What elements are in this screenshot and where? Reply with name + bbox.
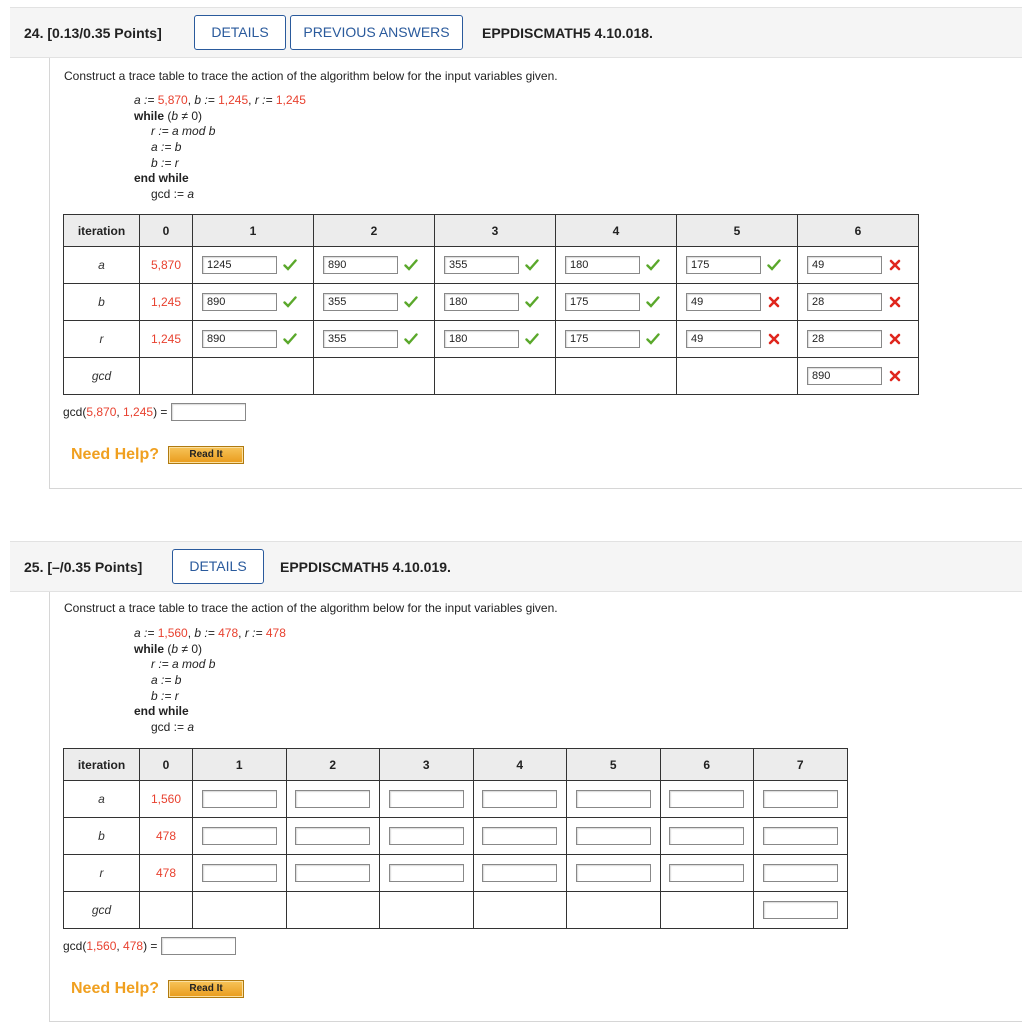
q25-r-iter-5-input[interactable]	[576, 864, 651, 882]
check-icon	[404, 332, 418, 346]
q25-cell	[286, 892, 380, 929]
q25-r-iter-3-input[interactable]	[389, 864, 464, 882]
algo-sep: ,	[187, 93, 192, 107]
q25-code: EPPDISCMATH5 4.10.019.	[280, 559, 451, 575]
need-help-label: Need Help?	[71, 980, 160, 997]
cross-icon	[767, 332, 781, 346]
q24-r-iter-6-input[interactable]	[807, 330, 882, 348]
algo-step2-rhs: b	[174, 673, 182, 688]
q24-header-5: 4	[556, 215, 677, 247]
algo-a-assign: a :=	[134, 93, 155, 107]
q25-r-iter-2-input[interactable]	[295, 864, 370, 882]
q24-cell-wrap	[193, 330, 313, 348]
q25-row-b	[64, 818, 848, 855]
q24-gcd-answer-line	[63, 403, 246, 421]
q25-cell	[754, 855, 848, 892]
q25-cell	[380, 818, 474, 855]
q24-b-iter-4-input[interactable]	[565, 293, 640, 311]
algo-r-assign: r :=	[244, 626, 263, 640]
q24-cell	[193, 284, 314, 321]
q25-initial-value: 1,560	[140, 781, 193, 818]
q25-cell-wrap	[474, 827, 567, 845]
algo-step1-lhs: r :=	[151, 657, 169, 672]
q24-code: EPPDISCMATH5 4.10.018.	[482, 25, 653, 41]
q24-details-button[interactable]: DETAILS	[194, 15, 286, 50]
q24-header-2: 1	[193, 215, 314, 247]
q25-b-iter-5-input[interactable]	[576, 827, 651, 845]
q24-cell	[314, 247, 435, 284]
q25-a-iter-2-input[interactable]	[295, 790, 370, 808]
q24-need-help	[71, 446, 244, 464]
q24-cell-wrap	[798, 330, 918, 348]
q25-b-iter-3-input[interactable]	[389, 827, 464, 845]
q24-cell-wrap	[798, 256, 918, 274]
q25-gcd-b: 478	[123, 939, 144, 953]
q24-cell	[677, 284, 798, 321]
q24-row-b	[64, 284, 919, 321]
q25-cell	[754, 818, 848, 855]
algo-end-while: end while	[134, 704, 189, 719]
q25-initial-value	[140, 892, 193, 929]
q25-row-label: a	[64, 781, 140, 818]
q25-a-iter-3-input[interactable]	[389, 790, 464, 808]
q24-header-4: 3	[435, 215, 556, 247]
q25-cell	[380, 855, 474, 892]
q25-b-iter-1-input[interactable]	[202, 827, 277, 845]
check-icon	[646, 295, 660, 309]
q24-row-r	[64, 321, 919, 358]
algo-b-assign: b :=	[194, 93, 215, 107]
q25-cell-wrap	[754, 790, 847, 808]
q25-gcd-iter-7-input[interactable]	[763, 901, 838, 919]
q25-cell	[567, 818, 661, 855]
q25-b-iter-2-input[interactable]	[295, 827, 370, 845]
q25-header	[10, 541, 1022, 592]
q24-cell	[677, 247, 798, 284]
algo-cond-op: ≠	[181, 108, 188, 123]
q24-b-iter-6-input[interactable]	[807, 293, 882, 311]
q25-algorithm	[134, 626, 286, 736]
q24-algorithm	[134, 93, 306, 203]
algo-while: while	[134, 641, 165, 656]
q24-header-3: 2	[314, 215, 435, 247]
q24-cell-wrap	[314, 330, 434, 348]
q24-a-iter-6-input[interactable]	[807, 256, 882, 274]
q25-number	[24, 559, 142, 575]
q25-cell-wrap	[567, 790, 660, 808]
q25-initial-value: 478	[140, 855, 193, 892]
q24-trace-table	[63, 214, 919, 395]
algo-cond-val: 0)	[191, 641, 202, 656]
algo-final-rhs: a	[187, 187, 195, 202]
gcd-suffix: ) =	[153, 405, 168, 419]
q25-cell	[473, 818, 567, 855]
q24-read-it-button[interactable]: Read It	[168, 446, 244, 464]
algo-step1-rhs: a mod b	[172, 124, 216, 139]
q25-prompt: Construct a trace table to trace the action of the algorithm below for the input variables given.	[64, 601, 558, 615]
cross-icon	[888, 369, 902, 383]
algo-step3-rhs: r	[174, 688, 179, 703]
q24-initial-value	[140, 358, 193, 395]
q24-prompt: Construct a trace table to trace the action of the algorithm below for the input variables given.	[64, 69, 558, 83]
cross-icon	[767, 295, 781, 309]
need-help-label: Need Help?	[71, 446, 160, 463]
q25-cell	[473, 781, 567, 818]
q25-points: [–/0.35 Points]	[47, 559, 143, 575]
q25-cell-wrap	[474, 864, 567, 882]
q24-row-gcd	[64, 358, 919, 395]
q25-read-it-button[interactable]: Read It	[168, 980, 244, 998]
q25-cell-wrap	[661, 864, 754, 882]
q25-body	[49, 592, 1022, 1022]
q24-cell-wrap	[798, 293, 918, 311]
q24-r-iter-3-input[interactable]	[444, 330, 519, 348]
q24-cell	[193, 358, 314, 395]
q25-cell-wrap	[380, 790, 473, 808]
q25-header-1: 0	[140, 749, 193, 781]
q24-header-1: 0	[140, 215, 193, 247]
q25-a-iter-6-input[interactable]	[669, 790, 744, 808]
check-icon	[283, 332, 297, 346]
q24-init-a: 5,870	[157, 93, 188, 107]
q24-cell	[798, 321, 919, 358]
check-icon	[525, 295, 539, 309]
q25-cell	[567, 892, 661, 929]
q24-cell-wrap	[314, 256, 434, 274]
q24-cell-wrap	[435, 256, 555, 274]
q25-cell-wrap	[380, 827, 473, 845]
q24-cell	[314, 284, 435, 321]
q24-init-b: 1,245	[218, 93, 249, 107]
q24-header-0: iteration	[64, 215, 140, 247]
q24-b-iter-1-input[interactable]	[202, 293, 277, 311]
q25-cell	[567, 781, 661, 818]
q24-cell	[798, 284, 919, 321]
q24-row-label: a	[64, 247, 140, 284]
cross-icon	[888, 295, 902, 309]
check-icon	[404, 295, 418, 309]
q25-header-3: 2	[286, 749, 380, 781]
q24-b-iter-5-input[interactable]	[686, 293, 761, 311]
cross-icon	[888, 332, 902, 346]
q24-number-text: 24.	[24, 25, 44, 41]
q25-need-help	[71, 980, 244, 998]
q25-cell-wrap	[567, 827, 660, 845]
check-icon	[646, 332, 660, 346]
q25-number-text: 25.	[24, 559, 44, 575]
q25-cell	[473, 855, 567, 892]
q25-header-0: iteration	[64, 749, 140, 781]
q25-row-a	[64, 781, 848, 818]
q24-gcd-a: 5,870	[86, 405, 117, 419]
q24-cell-wrap	[677, 293, 797, 311]
check-icon	[525, 258, 539, 272]
q25-b-iter-7-input[interactable]	[763, 827, 838, 845]
algo-sep: ,	[187, 626, 192, 640]
q25-cell-wrap	[754, 901, 847, 919]
q25-cell-wrap	[287, 790, 380, 808]
q25-cell	[193, 818, 287, 855]
algo-sep: ,	[248, 93, 252, 107]
q25-cell	[754, 892, 848, 929]
q24-a-iter-4-input[interactable]	[565, 256, 640, 274]
q24-cell	[314, 321, 435, 358]
check-icon	[283, 295, 297, 309]
q24-b-iter-2-input[interactable]	[323, 293, 398, 311]
q24-cell-wrap	[435, 330, 555, 348]
q25-row-r	[64, 855, 848, 892]
q24-r-iter-1-input[interactable]	[202, 330, 277, 348]
gcd-prefix: gcd(	[63, 405, 87, 419]
q24-initial-value: 1,245	[140, 321, 193, 358]
q25-trace-table	[63, 748, 848, 929]
q25-cell-wrap	[380, 864, 473, 882]
algo-step3-lhs: b :=	[151, 155, 172, 170]
q24-cell	[193, 247, 314, 284]
q25-gcd-answer-line	[63, 937, 236, 955]
q25-header-7: 6	[660, 749, 754, 781]
q24-row-label: b	[64, 284, 140, 321]
q25-a-iter-5-input[interactable]	[576, 790, 651, 808]
q24-row-label: gcd	[64, 358, 140, 395]
q25-row-label: b	[64, 818, 140, 855]
q25-cell	[380, 781, 474, 818]
algo-final-rhs: a	[187, 720, 195, 735]
q25-cell	[380, 892, 474, 929]
q24-cell-wrap	[556, 256, 676, 274]
q25-init-b: 478	[218, 626, 239, 640]
q25-cell	[660, 818, 754, 855]
check-icon	[404, 258, 418, 272]
q24-cell-wrap	[314, 293, 434, 311]
q25-initial-value: 478	[140, 818, 193, 855]
algo-step2-lhs: a :=	[151, 140, 172, 155]
q25-details-button[interactable]: DETAILS	[172, 549, 264, 584]
q24-r-iter-2-input[interactable]	[323, 330, 398, 348]
q25-cell	[193, 892, 287, 929]
q25-cell	[286, 781, 380, 818]
q24-previous-answers-button[interactable]: PREVIOUS ANSWERS	[290, 15, 463, 50]
q24-cell	[677, 321, 798, 358]
q25-b-iter-6-input[interactable]	[669, 827, 744, 845]
q24-cell	[556, 321, 677, 358]
algo-final-lhs: gcd :=	[151, 187, 185, 202]
q24-gcd-b: 1,245	[123, 405, 154, 419]
q25-cell-wrap	[567, 864, 660, 882]
q25-cell	[660, 855, 754, 892]
q24-a-iter-2-input[interactable]	[323, 256, 398, 274]
q24-row-a	[64, 247, 919, 284]
q25-cell	[567, 855, 661, 892]
q24-cell	[193, 321, 314, 358]
check-icon	[767, 258, 781, 272]
q24-cell	[798, 247, 919, 284]
gcd-sep: ,	[116, 405, 124, 419]
q24-gcd-iter-6-input[interactable]	[807, 367, 882, 385]
q25-init-r: 478	[265, 626, 286, 640]
gcd-sep: ,	[116, 939, 124, 953]
check-icon	[283, 258, 297, 272]
q24-points: [0.13/0.35 Points]	[47, 25, 162, 41]
q25-a-iter-1-input[interactable]	[202, 790, 277, 808]
algo-while: while	[134, 108, 165, 123]
q25-cell-wrap	[193, 790, 286, 808]
q24-cell-wrap	[556, 330, 676, 348]
q24-cell-wrap	[193, 293, 313, 311]
q25-cell	[473, 892, 567, 929]
q24-header-7: 6	[798, 215, 919, 247]
q25-cell-wrap	[754, 827, 847, 845]
q25-cell	[286, 818, 380, 855]
q25-cell	[193, 781, 287, 818]
q24-number	[24, 25, 162, 41]
q25-cell-wrap	[474, 790, 567, 808]
q25-a-iter-7-input[interactable]	[763, 790, 838, 808]
algo-end-while: end while	[134, 171, 189, 186]
q25-cell-wrap	[661, 827, 754, 845]
cross-icon	[888, 258, 902, 272]
q24-cell-wrap	[798, 367, 918, 385]
q24-b-iter-3-input[interactable]	[444, 293, 519, 311]
q25-gcd-input[interactable]	[161, 937, 236, 955]
algo-b-assign: b :=	[194, 626, 215, 640]
q25-header-4: 3	[380, 749, 474, 781]
q25-b-iter-4-input[interactable]	[482, 827, 557, 845]
q25-row-gcd	[64, 892, 848, 929]
q25-row-label: r	[64, 855, 140, 892]
q24-gcd-input[interactable]	[171, 403, 246, 421]
q24-header	[10, 7, 1022, 58]
algo-paren: (	[167, 108, 172, 123]
q24-cell	[314, 358, 435, 395]
q25-cell	[660, 892, 754, 929]
check-icon	[525, 332, 539, 346]
algo-sep: ,	[238, 626, 242, 640]
q25-cell-wrap	[193, 827, 286, 845]
q24-cell	[556, 284, 677, 321]
q25-init-a: 1,560	[157, 626, 188, 640]
q25-r-iter-6-input[interactable]	[669, 864, 744, 882]
algo-cond-var: b	[171, 108, 179, 123]
algo-step3-rhs: r	[174, 155, 179, 170]
algo-paren: (	[167, 641, 172, 656]
q24-cell-wrap	[193, 256, 313, 274]
algo-cond-var: b	[171, 641, 179, 656]
q25-header-6: 5	[567, 749, 661, 781]
q24-init-r: 1,245	[275, 93, 306, 107]
q25-header-5: 4	[473, 749, 567, 781]
algo-step1-lhs: r :=	[151, 124, 169, 139]
q25-cell	[286, 855, 380, 892]
q24-a-iter-3-input[interactable]	[444, 256, 519, 274]
q24-cell	[435, 247, 556, 284]
q24-initial-value: 5,870	[140, 247, 193, 284]
q25-a-iter-4-input[interactable]	[482, 790, 557, 808]
q24-cell-wrap	[556, 293, 676, 311]
q25-header-8: 7	[754, 749, 848, 781]
algo-step2-lhs: a :=	[151, 673, 172, 688]
algo-cond-op: ≠	[181, 641, 188, 656]
algo-r-assign: r :=	[254, 93, 273, 107]
gcd-prefix: gcd(	[63, 939, 87, 953]
q24-cell	[435, 284, 556, 321]
q24-r-iter-4-input[interactable]	[565, 330, 640, 348]
algo-step1-rhs: a mod b	[172, 657, 216, 672]
algo-cond-val: 0)	[191, 108, 202, 123]
q24-cell	[677, 358, 798, 395]
algo-a-assign: a :=	[134, 626, 155, 640]
q24-cell	[556, 358, 677, 395]
q24-cell	[556, 247, 677, 284]
q24-cell	[798, 358, 919, 395]
q25-header-2: 1	[193, 749, 287, 781]
q25-gcd-a: 1,560	[86, 939, 117, 953]
check-icon	[646, 258, 660, 272]
algo-step2-rhs: b	[174, 140, 182, 155]
q25-r-iter-4-input[interactable]	[482, 864, 557, 882]
q24-body	[49, 58, 1022, 489]
q24-cell	[435, 358, 556, 395]
q24-cell-wrap	[677, 256, 797, 274]
q25-row-label: gcd	[64, 892, 140, 929]
q25-cell	[754, 781, 848, 818]
gcd-suffix: ) =	[143, 939, 158, 953]
q24-cell-wrap	[435, 293, 555, 311]
algo-step3-lhs: b :=	[151, 688, 172, 703]
algo-final-lhs: gcd :=	[151, 720, 185, 735]
q24-a-iter-5-input[interactable]	[686, 256, 761, 274]
q25-cell-wrap	[193, 864, 286, 882]
q24-initial-value: 1,245	[140, 284, 193, 321]
q25-r-iter-7-input[interactable]	[763, 864, 838, 882]
q25-cell-wrap	[287, 827, 380, 845]
q25-cell-wrap	[661, 790, 754, 808]
q24-row-label: r	[64, 321, 140, 358]
q25-cell	[193, 855, 287, 892]
q25-cell-wrap	[287, 864, 380, 882]
q24-cell	[435, 321, 556, 358]
q25-cell-wrap	[754, 864, 847, 882]
q25-cell	[660, 781, 754, 818]
q25-r-iter-1-input[interactable]	[202, 864, 277, 882]
q24-a-iter-1-input[interactable]	[202, 256, 277, 274]
q24-header-6: 5	[677, 215, 798, 247]
q24-cell-wrap	[677, 330, 797, 348]
q24-r-iter-5-input[interactable]	[686, 330, 761, 348]
